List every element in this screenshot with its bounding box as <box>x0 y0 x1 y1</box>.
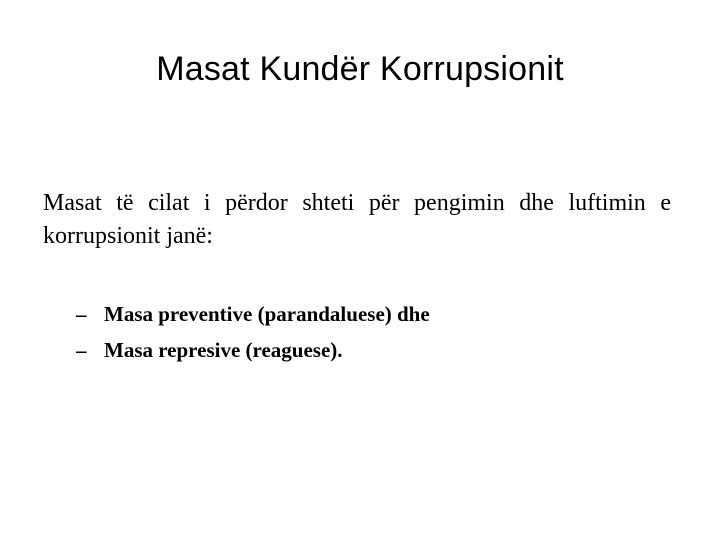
slide-title: Masat Kundër Korrupsionit <box>156 50 564 88</box>
dash-bullet-icon: – <box>76 302 87 326</box>
bullet-item <box>76 296 676 332</box>
bullet-list <box>76 296 676 368</box>
dash-bullet-icon: – <box>76 338 87 362</box>
bullet-item <box>76 332 676 368</box>
body-paragraph: Masat të cilat i përdor shteti për pengimin dhe luftimin e korrupsionit janë: <box>43 190 671 249</box>
bullet-text: Masa represive (reaguese). <box>104 338 343 362</box>
bullet-text: Masa preventive (parandaluese) dhe <box>104 302 430 326</box>
